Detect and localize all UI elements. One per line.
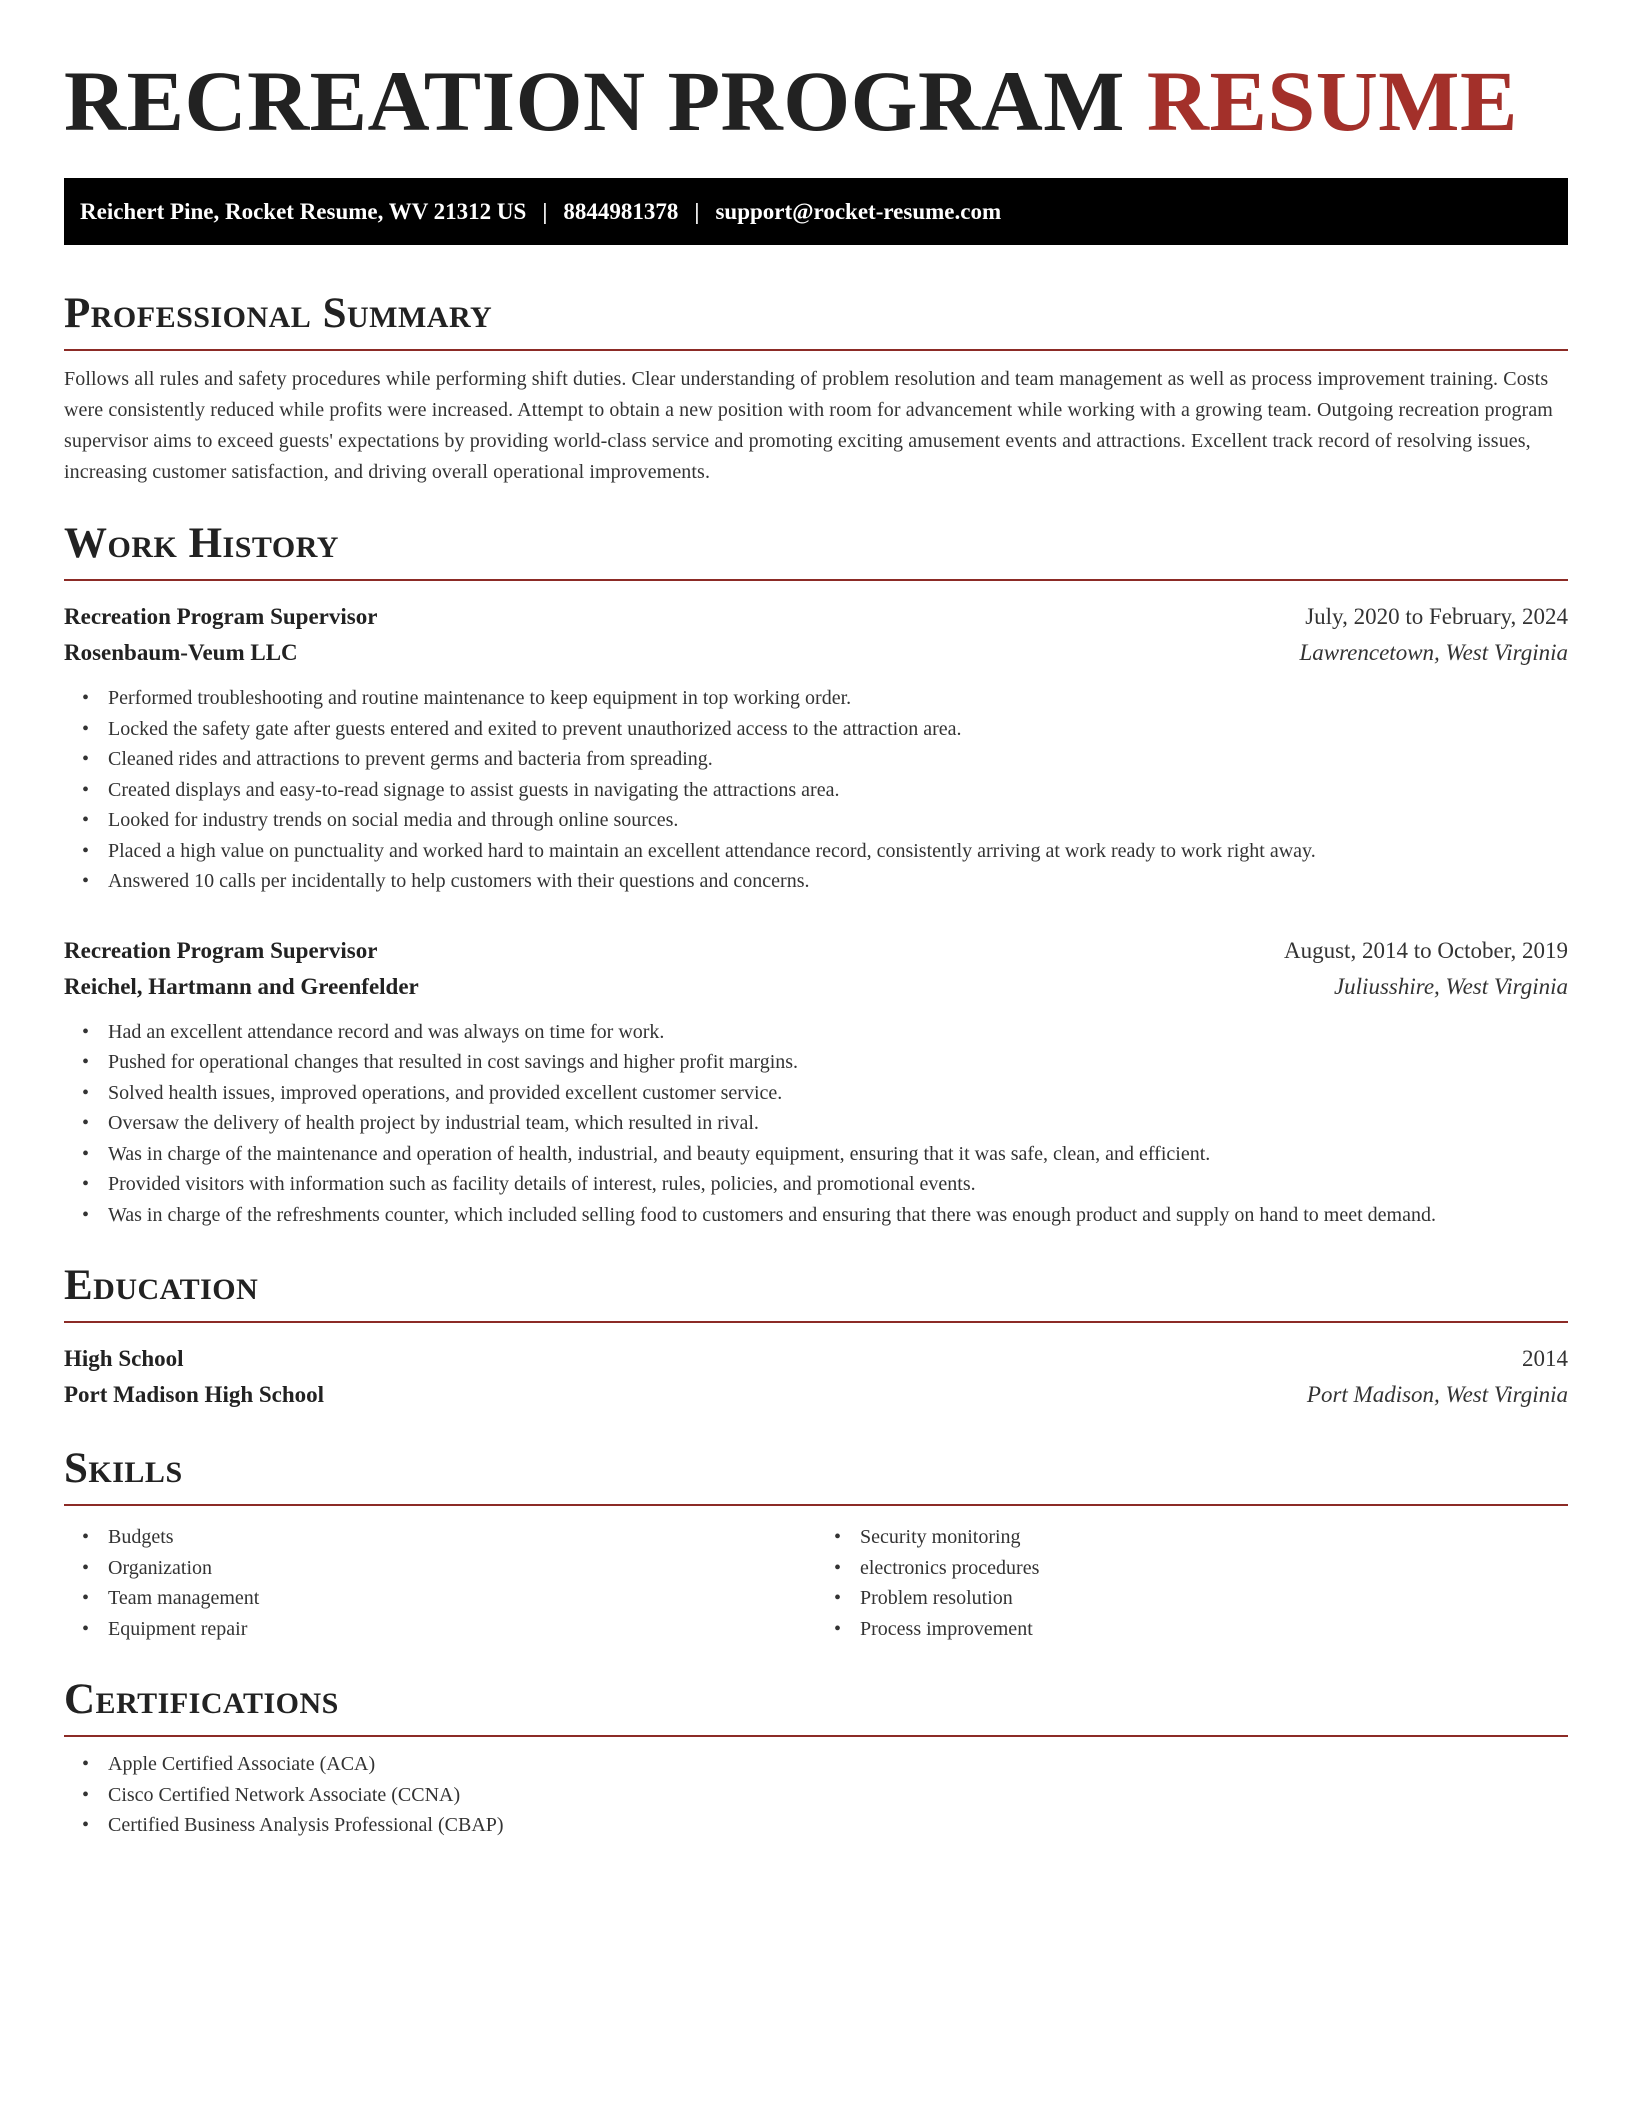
job-title: Recreation Program Supervisor (64, 937, 378, 963)
contact-phone: 8844981378 (563, 198, 679, 224)
contact-address: Reichert Pine, Rocket Resume, WV 21312 US (80, 198, 527, 224)
skill-item: • Budgets (108, 1522, 816, 1553)
job-bullet: • Locked the safety gate after guests entered and exited to prevent unauthorized access to the attraction area. (108, 714, 1568, 745)
job-company: Reichel, Hartmann and Greenfelder (64, 973, 419, 999)
job-entry (64, 933, 1568, 1231)
section-heading: Skills (64, 1447, 1568, 1506)
job-bullet: • Created displays and easy-to-read signage to assist guests in navigating the attractions area. (108, 775, 1568, 806)
certifications-list (64, 1749, 1568, 1841)
certification-item: • Cisco Certified Network Associate (CCNA) (108, 1780, 1568, 1811)
education-school-row (64, 1377, 1568, 1413)
job-bullet: • Was in charge of the refreshments counter, which included selling food to customers and ensuring that there was enough product and supply on hand to meet demand. (108, 1200, 1568, 1231)
certifications-section (64, 1678, 1568, 1841)
job-company: Rosenbaum-Veum LLC (64, 640, 298, 665)
contact-bar (64, 178, 1568, 245)
education-year: 2014 (1522, 1346, 1568, 1371)
education-school: Port Madison High School (64, 1382, 325, 1407)
job-dates: July, 2020 to February, 2024 (1305, 604, 1568, 629)
skill-item: • Organization (108, 1553, 816, 1584)
job-location: Juliusshire, West Virginia (1333, 973, 1568, 999)
job-bullet: • Had an excellent attendance record and was always on time for work. (108, 1017, 1568, 1048)
job-bullet: • Provided visitors with information such as facility details of interest, rules, policies, and promotional events. (108, 1169, 1568, 1200)
job-dates: August, 2014 to October, 2019 (1284, 937, 1568, 963)
job-bullets (64, 683, 1568, 897)
skill-item: • Equipment repair (108, 1614, 816, 1645)
job-bullet: • Oversaw the delivery of health project by industrial team, which resulted in rival. (108, 1108, 1568, 1139)
job-header-row (64, 599, 1568, 635)
skills-column-right (816, 1522, 1568, 1644)
section-heading: Professional Summary (64, 292, 1568, 351)
job-title: Recreation Program Supervisor (64, 604, 378, 629)
skills-section (64, 1447, 1568, 1644)
work-history-section (64, 522, 1568, 1230)
education-location: Port Madison, West Virginia (1306, 1382, 1568, 1407)
education-section (64, 1264, 1568, 1413)
job-location: Lawrencetown, West Virginia (1299, 640, 1568, 665)
education-header-row (64, 1341, 1568, 1377)
skill-item: • Process improvement (860, 1614, 1568, 1645)
job-bullet: • Looked for industry trends on social media and through online sources. (108, 805, 1568, 836)
skills-column-left (64, 1522, 816, 1644)
section-heading: Work History (64, 522, 1568, 581)
resume-title (64, 53, 1568, 149)
section-heading: Education (64, 1264, 1568, 1323)
skills-grid (64, 1522, 1568, 1644)
job-bullet: • Answered 10 calls per incidentally to help customers with their questions and concerns. (108, 866, 1568, 897)
job-bullets (64, 1017, 1568, 1231)
job-bullet: • Was in charge of the maintenance and operation of health, industrial, and beauty equipment, ensuring that it was safe, clean, and efficient. (108, 1139, 1568, 1170)
job-bullet: • Cleaned rides and attractions to prevent germs and bacteria from spreading. (108, 744, 1568, 775)
job-entry (64, 599, 1568, 897)
title-main: RECREATION PROGRAM (64, 53, 1125, 149)
education-entry (64, 1341, 1568, 1413)
contact-separator: | (542, 198, 548, 224)
job-bullet: • Placed a high value on punctuality and worked hard to maintain an excellent attendance record, consistently arriving at work ready to work right away. (108, 836, 1568, 867)
contact-separator: | (694, 198, 700, 224)
summary-section (64, 292, 1568, 488)
certification-item: • Certified Business Analysis Professional (CBAP) (108, 1810, 1568, 1841)
skill-item: • electronics procedures (860, 1553, 1568, 1584)
job-bullet: • Solved health issues, improved operations, and provided excellent customer service. (108, 1078, 1568, 1109)
skill-item: • Team management (108, 1583, 816, 1614)
job-bullet: • Pushed for operational changes that resulted in cost savings and higher profit margins. (108, 1047, 1568, 1078)
certification-item: • Apple Certified Associate (ACA) (108, 1749, 1568, 1780)
section-heading: Certifications (64, 1678, 1568, 1737)
education-degree: High School (64, 1346, 184, 1371)
job-bullet: • Performed troubleshooting and routine maintenance to keep equipment in top working order. (108, 683, 1568, 714)
contact-email: support@rocket-resume.com (715, 198, 1002, 224)
job-company-row (64, 635, 1568, 671)
job-company-row (64, 969, 1568, 1005)
job-header-row (64, 933, 1568, 969)
summary-text: Follows all rules and safety procedures while performing shift duties. Clear understanding of problem resolution and team management as well as process improvement training. Costs were consistently reduced while profits were increased. Attempt to obtain a new position with room for advancement while working with a growing team. Outgoing recreation program supervisor aims to exceed guests' expectations by providing world-class service and promoting exciting amusement events and attractions. Excellent track record of resolving issues, increasing customer satisfaction, and driving overall operational improvements. (64, 368, 1553, 483)
skill-item: • Problem resolution (860, 1583, 1568, 1614)
skill-item: • Security monitoring (860, 1522, 1568, 1553)
title-accent: RESUME (1146, 53, 1518, 149)
